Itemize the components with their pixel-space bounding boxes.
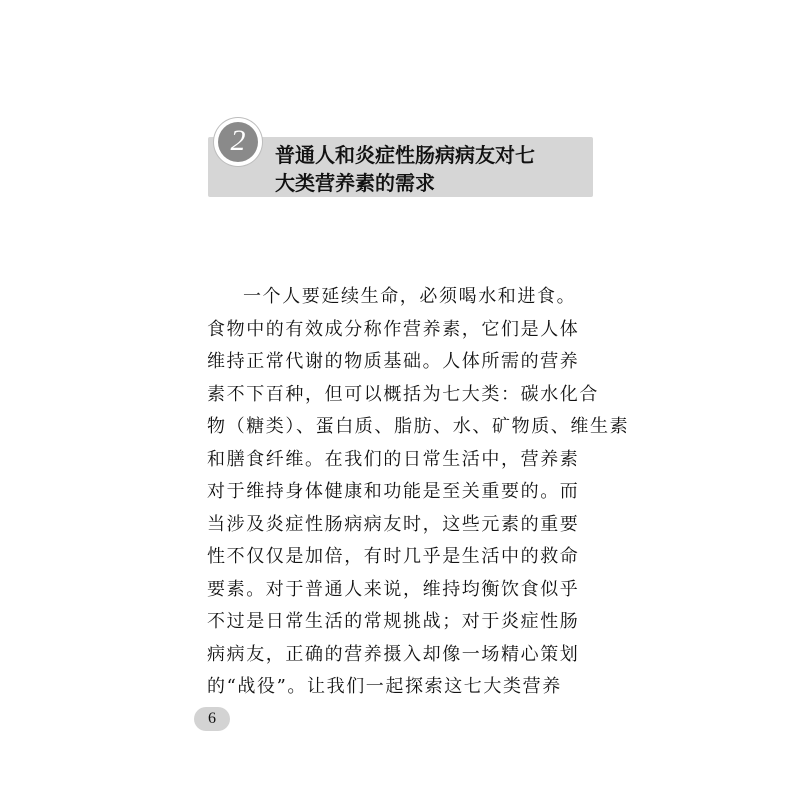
page-number: 6 [208,710,216,727]
body-line: 一个人要延续生命，必须喝水和进食。 [243,286,577,307]
body-line: 对于维持身体健康和功能是至关重要的。而 [207,481,580,502]
section-number-badge [214,118,262,166]
page-number-tab [194,707,230,731]
body-line: 要素。对于普通人来说，维持均衡饮食似乎 [207,578,580,600]
body-line: 食物中的有效成分称作营养素，它们是人体 [207,318,580,340]
body-line: 维持正常代谢的物质基础。人体所需的营养 [207,351,580,372]
body-line: 病病友，正确的营养摄入却像一场精心策划 [207,643,580,665]
section-number-circle [218,122,258,162]
body-line: 不过是日常生活的常规挑战；对于炎症性肠 [207,611,580,632]
body-line: 性不仅仅是加倍，有时几乎是生活中的救命 [207,546,580,567]
body-paragraph [207,281,630,704]
section-title-line-1: 普通人和炎症性肠病病友对七 [275,143,535,167]
section-number: 2 [230,124,246,157]
body-line: 和膳食纤维。在我们的日常生活中，营养素 [207,448,580,470]
section-title [275,141,585,197]
body-line: 素不下百种，但可以概括为七大类：碳水化合 [207,383,599,405]
body-line: 当涉及炎症性肠病病友时，这些元素的重要 [207,513,580,535]
section-title-line-2: 大类营养素的需求 [275,171,435,195]
body-line: 的“战役”。让我们一起探索这七大类营养 [207,676,562,697]
body-line: 物（糖类）、蛋白质、脂肪、水、矿物质、维生素 [207,416,630,437]
